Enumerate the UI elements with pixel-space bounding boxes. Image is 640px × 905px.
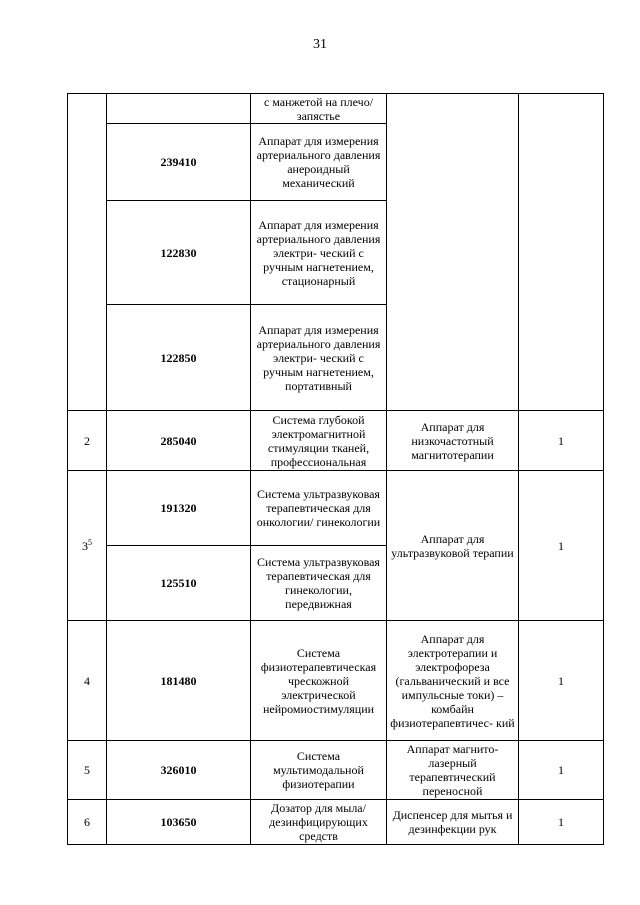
table-row (68, 471, 604, 546)
type-cell: Диспенсер для мытья и дезинфекции рук (387, 800, 519, 845)
number-text: 3 (82, 538, 88, 553)
quantity-cell: 1 (519, 411, 604, 471)
code-cell: 122850 (107, 305, 251, 411)
quantity-cell: 1 (519, 741, 604, 800)
name-cell: Система ультразвуковая терапевтическая для гинекологии, передвижная (251, 546, 387, 621)
type-cell (387, 94, 519, 411)
name-cell: с манжетой на плечо/запястье (251, 94, 387, 124)
footnote-mark: 5 (88, 537, 92, 547)
code-cell: 239410 (107, 124, 251, 201)
code-cell (107, 94, 251, 124)
number-cell: 2 (68, 411, 107, 471)
quantity-cell: 1 (519, 471, 604, 621)
number-cell (68, 94, 107, 411)
code-cell: 125510 (107, 546, 251, 621)
name-cell: Аппарат для измерения артериального давления анероидный механический (251, 124, 387, 201)
code-cell: 122830 (107, 201, 251, 305)
page-number: 31 (313, 37, 327, 52)
table-row (68, 800, 604, 845)
type-cell: Аппарат для электротерапии и электрофореза (гальванический и все импульсные токи) – комбайн физиотерапевтичес- кий (387, 621, 519, 741)
number-cell: 5 (68, 741, 107, 800)
name-cell: Аппарат для измерения артериального давления электри- ческий с ручным нагнетением, стационарный (251, 201, 387, 305)
quantity-cell: 1 (519, 621, 604, 741)
code-cell: 103650 (107, 800, 251, 845)
quantity-cell (519, 94, 604, 411)
number-cell: 4 (68, 621, 107, 741)
code-cell: 181480 (107, 621, 251, 741)
type-cell: Аппарат для ультразвуковой терапии (387, 471, 519, 621)
name-cell: Система ультразвуковая терапевтическая для онкологии/ гинекологии (251, 471, 387, 546)
name-cell: Система мультимодальной физиотерапии (251, 741, 387, 800)
number-cell: 6 (68, 800, 107, 845)
code-cell: 191320 (107, 471, 251, 546)
number-cell (68, 471, 107, 621)
name-cell: Дозатор для мыла/ дезинфицирующих средств (251, 800, 387, 845)
name-cell: Аппарат для измерения артериального давления электри- ческий с ручным нагнетением, портативный (251, 305, 387, 411)
table-row (68, 411, 604, 471)
equipment-table (67, 93, 604, 845)
name-cell: Система физиотерапевтическая чрескожной электрической нейромиостимуляции (251, 621, 387, 741)
name-cell: Система глубокой электромагнитной стимуляции тканей, профессиональная (251, 411, 387, 471)
table-row (68, 94, 604, 124)
type-cell: Аппарат магнито- лазерный терапевтический переносной (387, 741, 519, 800)
code-cell: 285040 (107, 411, 251, 471)
table-row (68, 741, 604, 800)
code-cell: 326010 (107, 741, 251, 800)
table-row (68, 621, 604, 741)
type-cell: Аппарат для низкочастотный магнитотерапии (387, 411, 519, 471)
quantity-cell: 1 (519, 800, 604, 845)
